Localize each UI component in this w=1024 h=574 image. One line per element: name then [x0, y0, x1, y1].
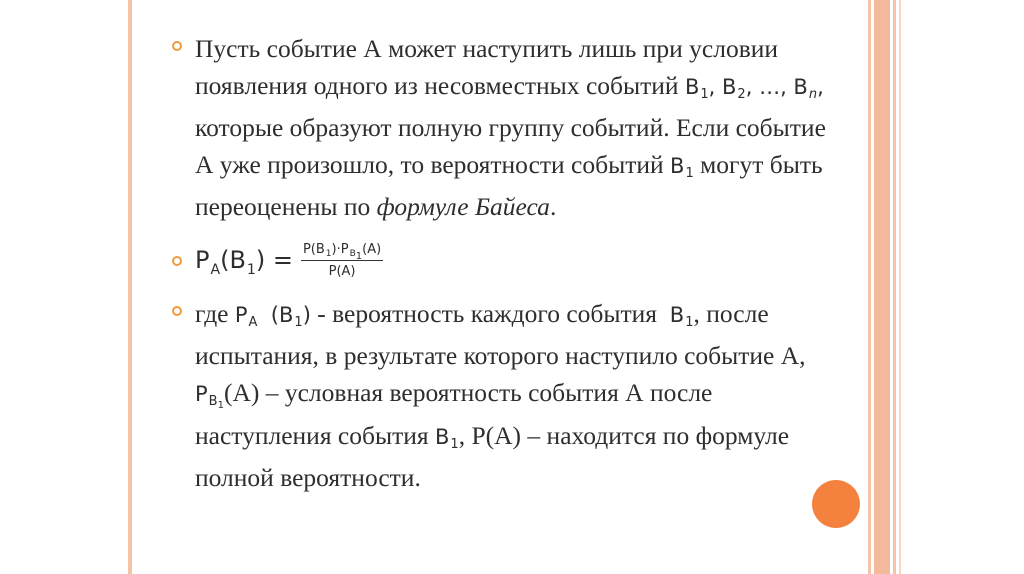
paragraph-definitions [195, 295, 862, 496]
left-border-line [128, 0, 132, 574]
bayes-formula [195, 231, 862, 289]
paragraph-bayes-intro [195, 30, 862, 225]
right-border-stripe-2 [874, 0, 890, 574]
math-b1: B1 [669, 303, 694, 330]
line: А уже произошло, то вероятности событий B1 могут быть [195, 150, 823, 181]
formula-numerator: $P(B_1)\cdot P_{B1}(A)$ [302, 241, 382, 262]
right-border-stripe-4 [899, 0, 901, 574]
line: где PA (B1) - вероятность каждого события B1, после [195, 299, 769, 330]
math-b1: B1, B2, …, Bn, [684, 75, 824, 102]
line: $PB_1(A)$ – условная вероятность события А после [195, 378, 713, 411]
bullet-item-definitions [172, 295, 862, 496]
line: переоценены по формуле Байеса. [195, 192, 557, 221]
bullet-item-formula [172, 231, 862, 289]
formula-denominator: P(A) [328, 263, 356, 279]
line: испытания, в результате которого наступило событие А, [195, 341, 806, 370]
bullet-icon [172, 256, 182, 266]
formula-lhs: $P_A(B_1)$ = [195, 246, 293, 278]
line: появления одного из несовместных событий B1, B2, …, Bn, [195, 71, 824, 102]
formula-fraction [301, 242, 383, 279]
math-b1: B1 [670, 154, 694, 181]
line: наступления события B1, P(A) – находится по формуле [195, 421, 790, 452]
bullet-item-bayes-intro [172, 30, 862, 225]
right-border-stripe-3 [893, 0, 896, 574]
bullet-icon [172, 306, 182, 316]
slide-content [172, 30, 862, 496]
math-b1: B1 [435, 425, 459, 452]
right-border-stripe-1 [868, 0, 871, 574]
line: которые образуют полную группу событий. Если событие [195, 113, 826, 142]
line: Пусть событие А может наступить лишь при условии [195, 34, 779, 63]
math-pb1: $PB_1$ [195, 382, 224, 411]
bullet-icon [172, 41, 182, 51]
math-pa-b1: PA (B1) [234, 303, 311, 330]
bayes-formula-term: формуле Байеса [376, 192, 550, 221]
line: полной вероятности. [195, 463, 421, 492]
